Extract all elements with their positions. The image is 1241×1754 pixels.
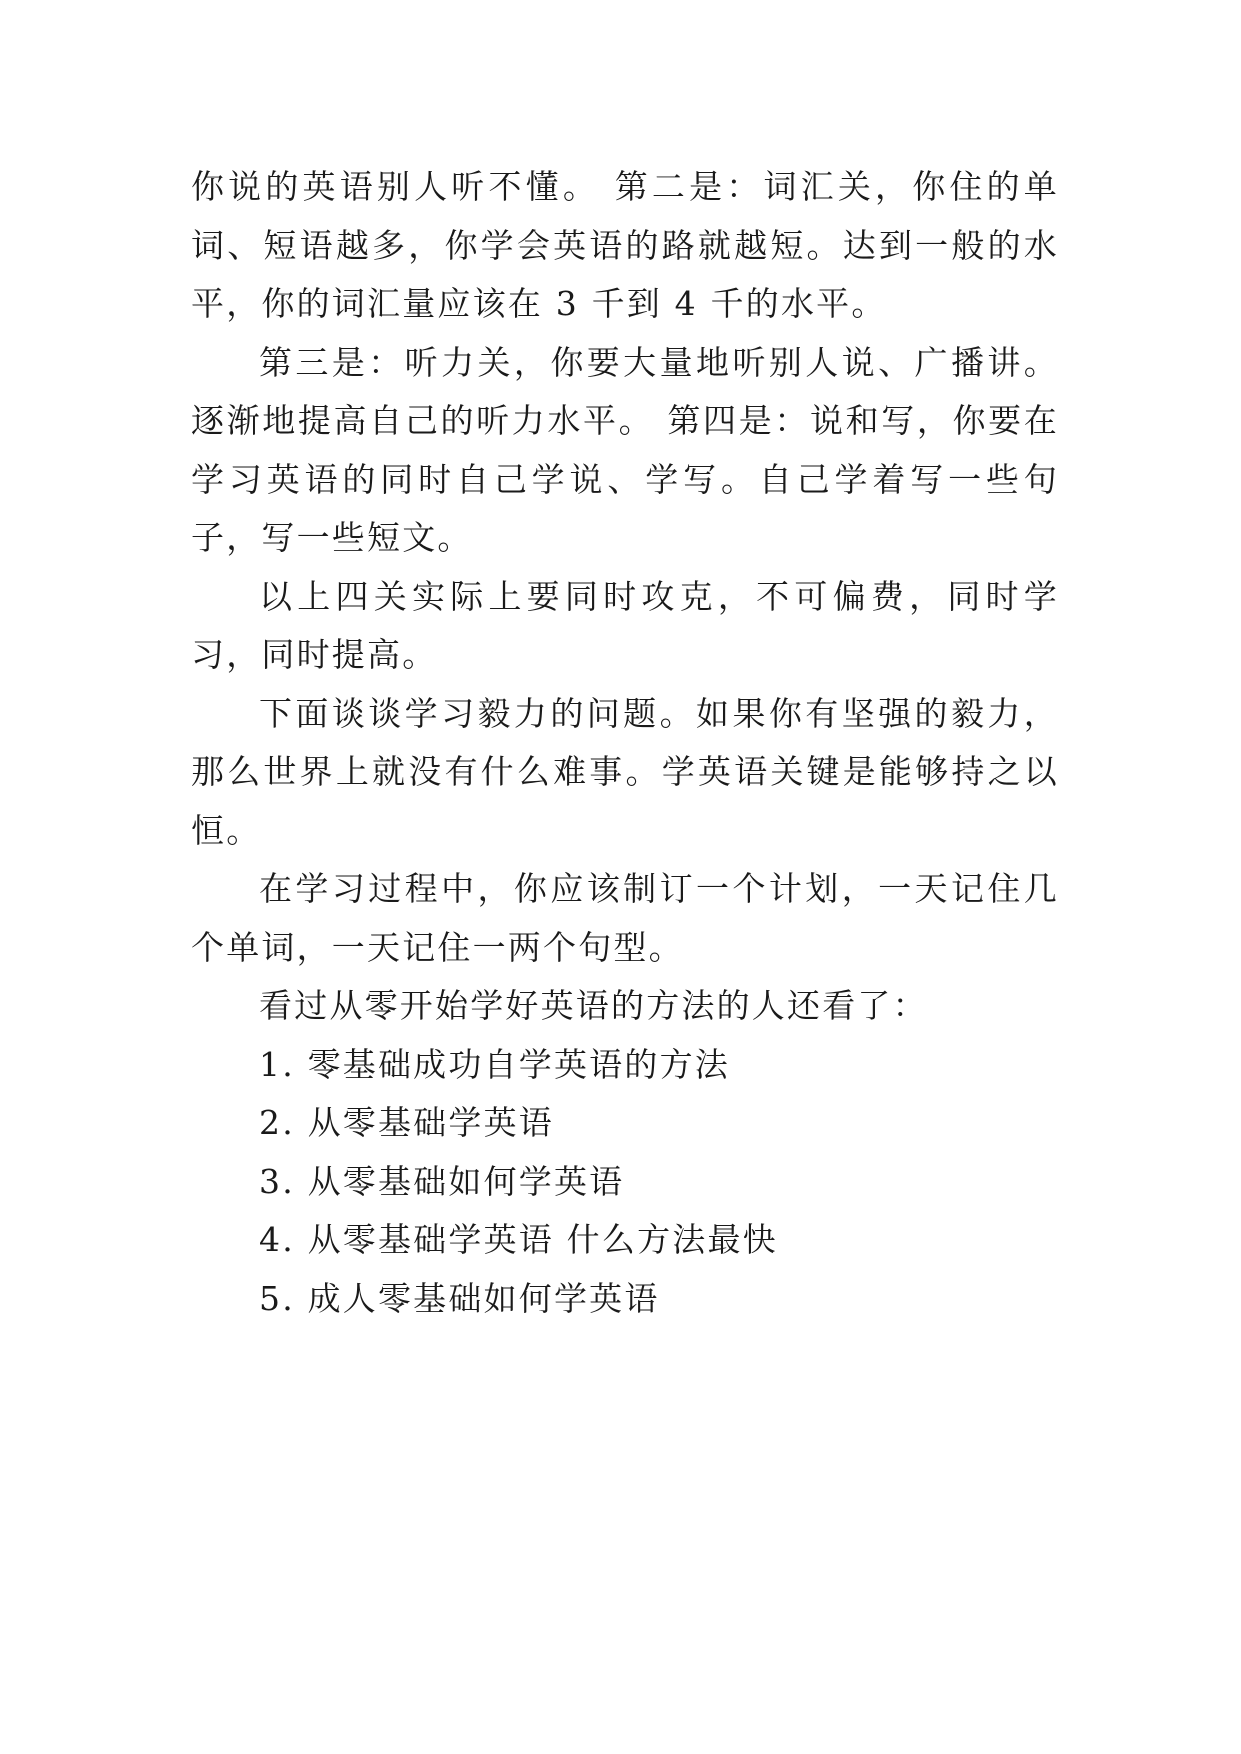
related-link-4[interactable]: 4. 从零基础学英语 什么方法最快 bbox=[259, 1220, 778, 1259]
related-link-1[interactable]: 1. 零基础成功自学英语的方法 bbox=[259, 1044, 730, 1084]
document-page bbox=[191, 158, 1059, 1328]
related-link-3[interactable]: 3. 从零基础如何学英语 bbox=[259, 1161, 625, 1201]
paragraph-listening-writing: 第三是：听力关，你要大量地听别人说、广播讲。逐渐地提高自己的听力水平。 第四是：说和写，你要在学习英语的同时自己学说、学写。自己学着写一些句子，写一些短文。 bbox=[191, 342, 1059, 557]
related-link-5[interactable]: 5. 成人零基础如何学英语 bbox=[259, 1278, 660, 1318]
paragraph-vocabulary: 你说的英语别人听不懂。 第二是：词汇关，你住的单词、短语越多，你学会英语的路就越短。达到一般的水平，你的词汇量应该在 3 千到 4 千的水平。 bbox=[191, 167, 1059, 323]
related-link-2[interactable]: 2. 从零基础学英语 bbox=[259, 1103, 554, 1142]
paragraph-perseverance: 下面谈谈学习毅力的问题。如果你有坚强的毅力，那么世界上就没有什么难事。学英语关键是能够持之以恒。 bbox=[191, 693, 1059, 850]
related-links-list bbox=[191, 1036, 1059, 1329]
related-heading: 看过从零开始学好英语的方法的人还看了： bbox=[259, 986, 928, 1025]
paragraph-study-plan: 在学习过程中，你应该制订一个计划，一天记住几个单词，一天记住一两个句型。 bbox=[191, 869, 1059, 967]
paragraph-four-barriers: 以上四关实际上要同时攻克，不可偏费，同时学习，同时提高。 bbox=[191, 576, 1059, 674]
